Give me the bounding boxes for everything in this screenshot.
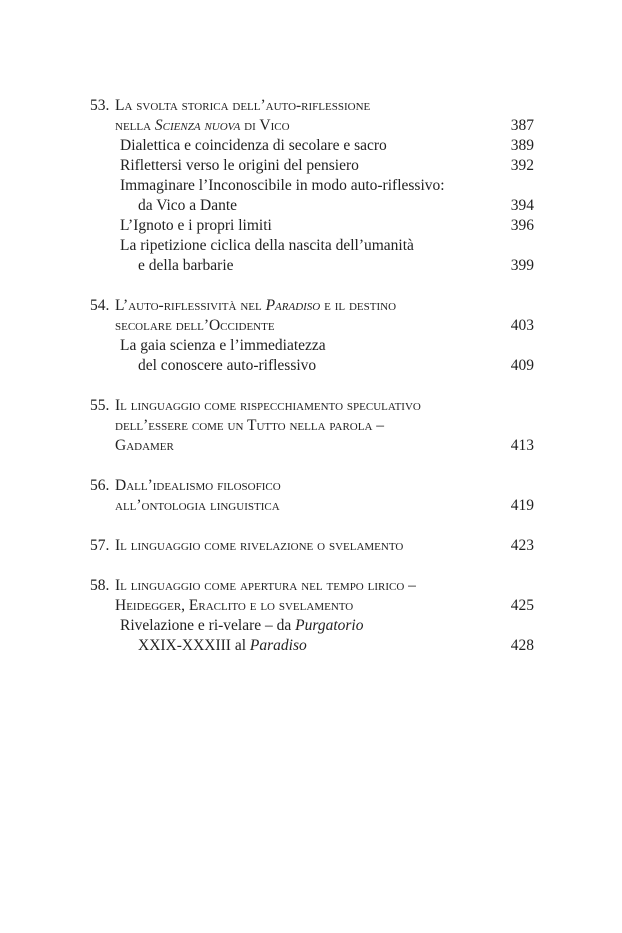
page-number: 403	[510, 317, 534, 334]
page-number: 396	[510, 217, 534, 234]
toc-entry-53	[90, 96, 534, 276]
toc-line	[90, 496, 534, 516]
toc-line	[90, 416, 534, 436]
toc-line	[90, 296, 534, 316]
entry-number: 54.	[90, 297, 110, 314]
page-number: 419	[510, 497, 534, 514]
entry-title: La svolta storica dell’auto-riflessione	[115, 97, 371, 114]
page-number: 428	[510, 637, 534, 654]
entry-title-cont: Gadamer	[115, 437, 174, 454]
entry-title-cont: nella Scienza nuova di Vico	[115, 117, 290, 134]
entry-number: 56.	[90, 477, 110, 494]
toc-subentry-cont: XXIX-XXXIII al Paradiso 428	[138, 637, 534, 654]
toc-subentry: La ripetizione ciclica della nascita dell’umanità	[120, 237, 414, 254]
page-number: 413	[510, 437, 534, 454]
toc-subentry-cont: del conoscere auto-riflessivo 409	[138, 357, 534, 374]
entry-title: Il linguaggio come rispecchiamento speculativo	[115, 397, 421, 414]
toc-subentry: Dialettica e coincidenza di secolare e sacro 389	[120, 137, 534, 154]
entry-number: 55.	[90, 397, 110, 414]
toc-subentry: La gaia scienza e l’immediatezza	[120, 337, 326, 354]
entry-number: 53.	[90, 97, 110, 114]
toc-line	[90, 96, 534, 116]
page-number: 394	[510, 197, 534, 214]
entry-number: 57.	[90, 537, 110, 554]
toc-subentry: Rivelazione e ri-velare – da Purgatorio	[120, 617, 364, 634]
entry-title: L’auto-riflessività nel Paradiso e il destino	[115, 297, 397, 314]
page-number: 399	[510, 257, 534, 274]
entry-title: Il linguaggio come apertura nel tempo lirico –	[115, 577, 416, 594]
toc-subentry: Riflettersi verso le origini del pensiero 392	[120, 157, 534, 174]
entry-title-cont: dell’essere come un Tutto nella parola –	[115, 417, 385, 434]
table-of-contents	[90, 96, 534, 656]
entry-title: Dall’idealismo filosofico	[115, 477, 281, 494]
toc-line	[90, 576, 534, 596]
toc-line	[90, 596, 534, 616]
entry-title-cont: Heidegger, Eraclito e lo svelamento	[115, 597, 354, 614]
page-number: 409	[510, 357, 534, 374]
page-number: 425	[510, 597, 534, 614]
page-number: 423	[510, 537, 534, 554]
toc-line	[90, 536, 534, 556]
toc-line	[90, 116, 534, 136]
toc-line	[90, 476, 534, 496]
entry-title: Il linguaggio come rivelazione o svelamento	[115, 537, 404, 554]
toc-entry-57	[90, 536, 534, 556]
page-number: 389	[510, 137, 534, 154]
toc-entry-56	[90, 476, 534, 516]
toc-subentry-cont: da Vico a Dante 394	[138, 197, 534, 214]
toc-entry-55	[90, 396, 534, 456]
toc-subentry: Immaginare l’Inconoscibile in modo auto-riflessivo:	[120, 177, 445, 194]
page-number: 392	[510, 157, 534, 174]
toc-line	[90, 436, 534, 456]
toc-subentry-cont: e della barbarie 399	[138, 257, 534, 274]
toc-subentry: L’Ignoto e i propri limiti 396	[120, 217, 534, 234]
entry-number: 58.	[90, 577, 110, 594]
toc-entry-54	[90, 296, 534, 376]
entry-title-cont: secolare dell’Occidente	[115, 317, 275, 334]
toc-line	[90, 316, 534, 336]
entry-title-cont: all’ontologia linguistica	[115, 497, 280, 514]
toc-entry-58	[90, 576, 534, 656]
page-number: 387	[510, 117, 534, 134]
toc-line	[90, 396, 534, 416]
